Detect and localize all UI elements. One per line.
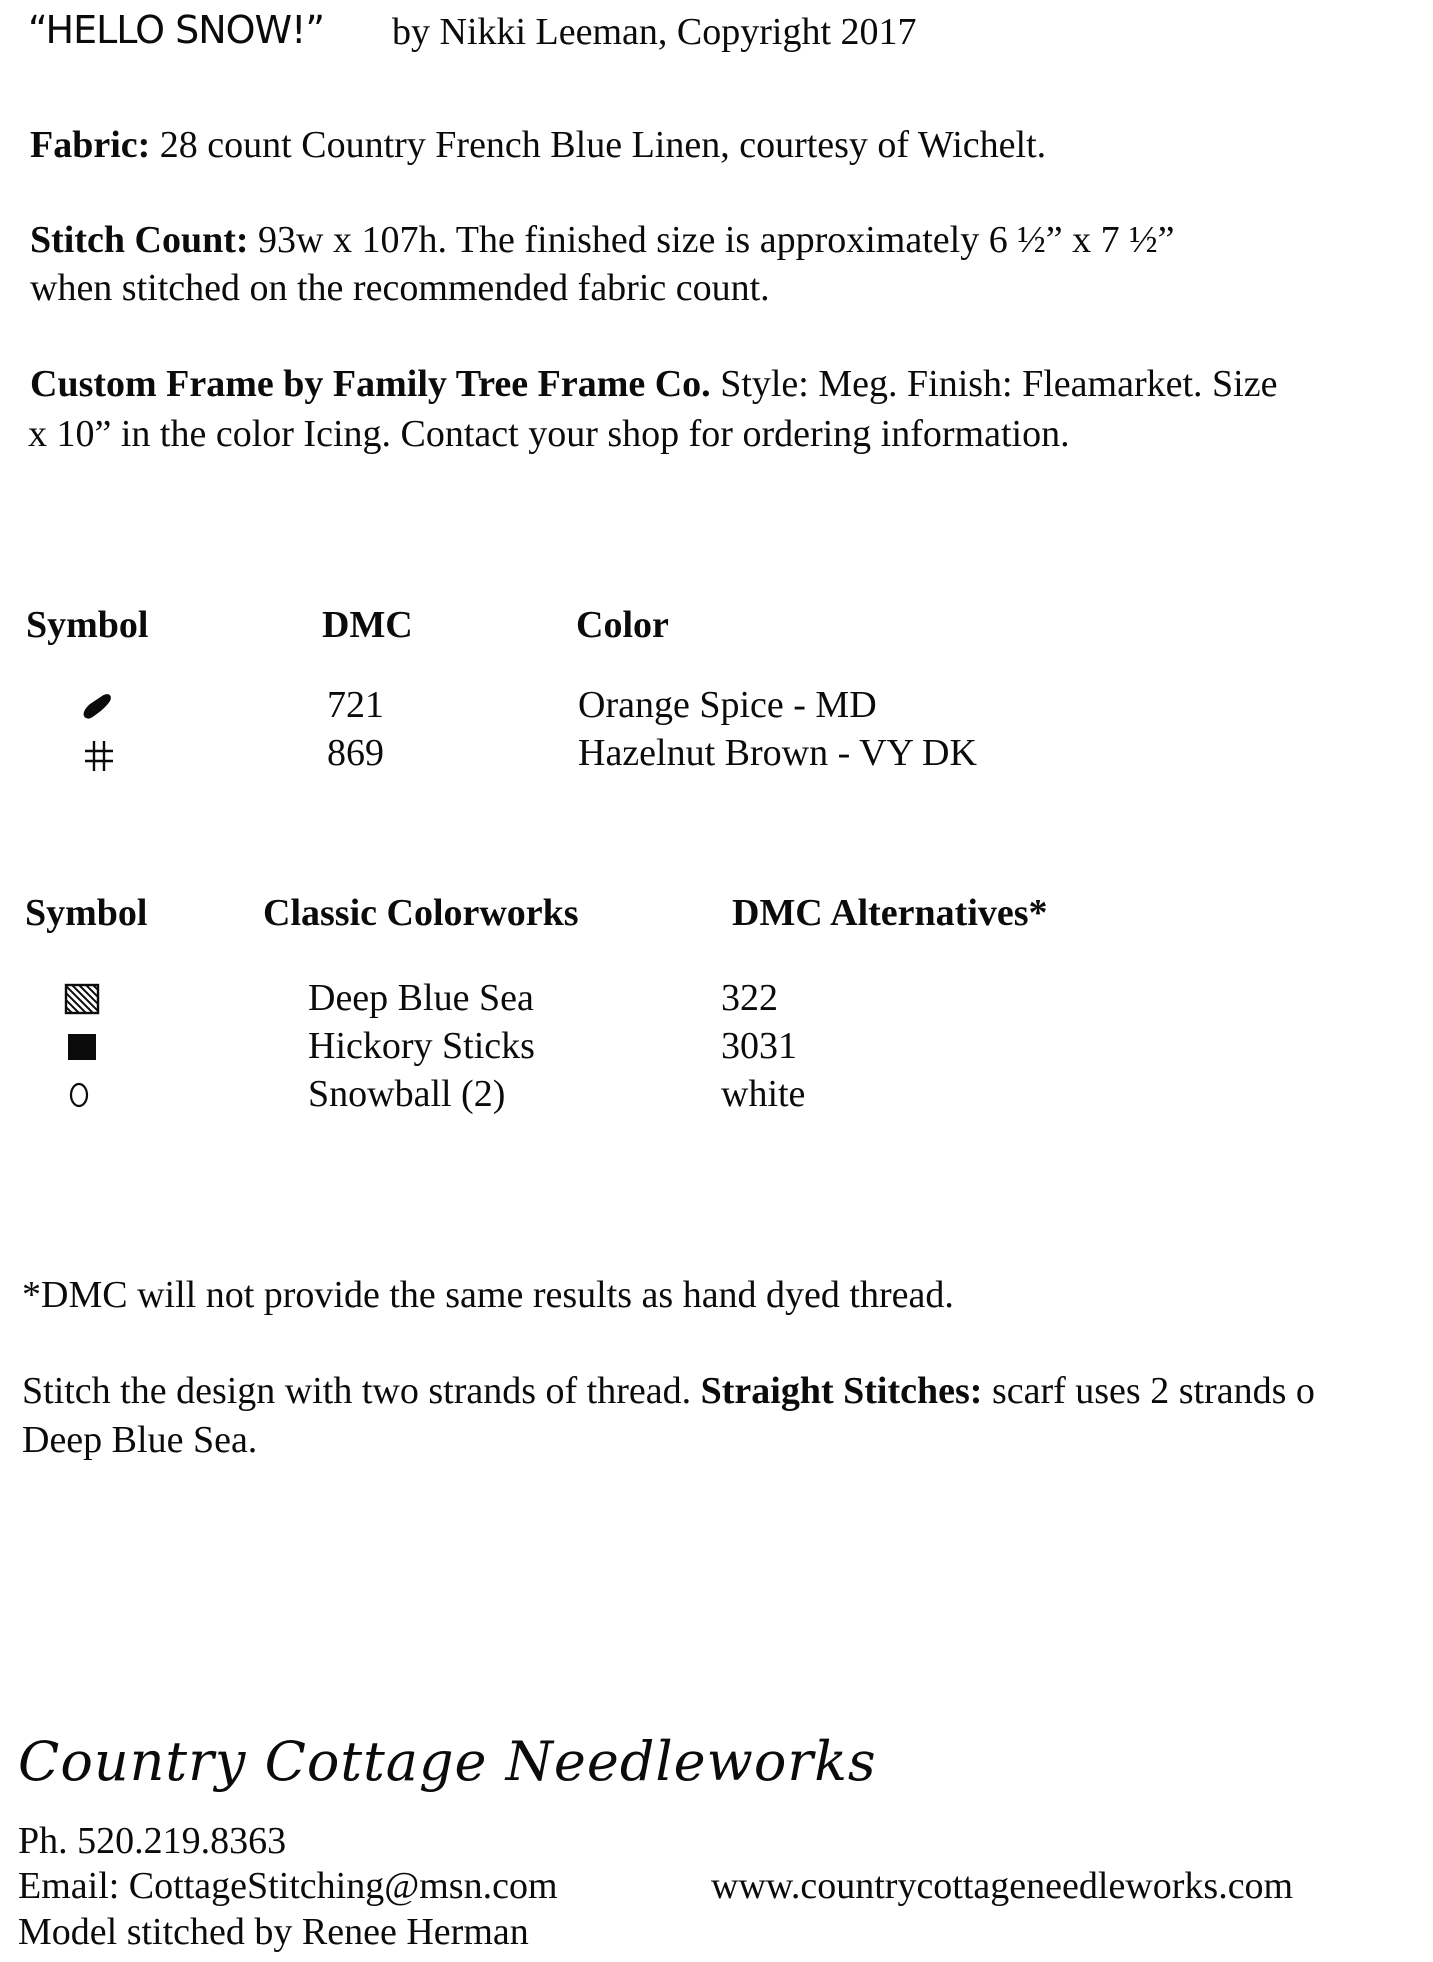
dmc-row2-color: Hazelnut Brown - VY DK (578, 732, 977, 774)
frame-line2: x 10” in the color Icing. Contact your shop for ordering information. (28, 413, 1070, 455)
straight-stitches-label: Straight Stitches: (700, 1370, 983, 1412)
stitch-count-line1 (30, 216, 1174, 264)
dmc-header-color: Color (576, 604, 669, 646)
email-address[interactable]: Email: CottageStitching@msn.com (18, 1865, 558, 1907)
frame-text: Style: Meg. Finish: Fleamarket. Size (720, 363, 1278, 405)
fabric-label: Fabric: (30, 124, 151, 166)
cc-row3-dmc: white (721, 1073, 806, 1115)
stitch-count-label: Stitch Count: (30, 219, 249, 261)
filled-square-symbol-icon (67, 1033, 97, 1061)
fabric-text: 28 count Country French Blue Linen, courtesy of Wichelt. (159, 124, 1047, 166)
phone-number: Ph. 520.219.8363 (18, 1820, 287, 1862)
hash-symbol-icon (83, 739, 115, 773)
instructions-intro: Stitch the design with two strands of thread. (22, 1370, 692, 1412)
cc-row1-dmc: 322 (721, 977, 778, 1019)
stitch-count-line2: when stitched on the recommended fabric count. (30, 267, 770, 309)
oval-slash-symbol-icon (80, 692, 114, 722)
open-circle-symbol-icon (68, 1080, 90, 1110)
dmc-header-dmc: DMC (322, 604, 413, 646)
cc-header-dmc-alternatives: DMC Alternatives* (732, 892, 1048, 934)
instructions-line1 (22, 1367, 1315, 1415)
stitch-count-text: 93w x 107h. The finished size is approximately 6 ½” x 7 ½” (258, 219, 1175, 261)
model-stitcher: Model stitched by Renee Herman (18, 1911, 529, 1953)
dmc-row2-number: 869 (327, 732, 384, 774)
cc-header-name: Classic Colorworks (263, 892, 579, 934)
fabric-line (30, 121, 1046, 169)
website-link[interactable]: www.countrycottageneedleworks.com (711, 1865, 1294, 1907)
frame-line1 (30, 360, 1277, 408)
cc-row2-name: Hickory Sticks (308, 1025, 535, 1067)
hatched-square-symbol-icon (64, 983, 100, 1015)
frame-label: Custom Frame by Family Tree Frame Co. (30, 363, 711, 405)
straight-stitches-text: scarf uses 2 strands o (991, 1370, 1315, 1412)
byline: by Nikki Leeman, Copyright 2017 (392, 11, 917, 53)
company-logo-script: Country Cottage Needleworks (18, 1730, 877, 1793)
cc-row3-name: Snowball (2) (308, 1073, 506, 1115)
cc-row2-dmc: 3031 (721, 1025, 797, 1067)
dmc-disclaimer: *DMC will not provide the same results as hand dyed thread. (22, 1274, 954, 1316)
instructions-line2: Deep Blue Sea. (22, 1419, 258, 1461)
dmc-header-symbol: Symbol (26, 604, 149, 646)
dmc-row1-number: 721 (327, 684, 384, 726)
cc-row1-name: Deep Blue Sea (308, 977, 534, 1019)
cc-header-symbol: Symbol (25, 892, 148, 934)
dmc-row1-color: Orange Spice - MD (578, 684, 877, 726)
pattern-title: “HELLO SNOW!” (28, 8, 325, 52)
